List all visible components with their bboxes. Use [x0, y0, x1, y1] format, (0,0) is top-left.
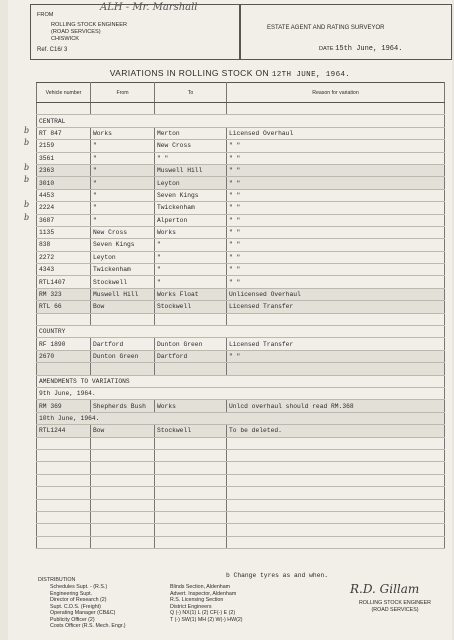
reason-cell: " ": [227, 189, 445, 201]
vehicle-cell: 3561: [37, 152, 91, 164]
from-cell: [91, 363, 155, 375]
vehicle-cell: [37, 511, 91, 523]
variation-document: [8, 0, 452, 640]
distribution-column-1: [50, 584, 126, 630]
vehicle-cell: [37, 462, 91, 474]
distribution-item: Director of Research (2): [50, 597, 107, 603]
vehicle-cell: 10th June, 1964.: [37, 412, 445, 424]
vehicle-cell: [37, 437, 91, 449]
to-cell: " ": [155, 152, 227, 164]
vehicle-cell: 2224: [37, 202, 91, 214]
from-cell: [91, 499, 155, 511]
to-cell: ": [155, 276, 227, 288]
reason-cell: " ": [227, 140, 445, 152]
vehicle-cell: RF 1890: [37, 338, 91, 350]
table-row: [37, 387, 445, 399]
reason-cell: [227, 511, 445, 523]
from-org-line-2: (ROAD SERVICES): [51, 29, 101, 35]
table-row: [37, 103, 445, 115]
margin-mark: b: [24, 163, 30, 172]
date-block: [319, 45, 402, 53]
table-row: [37, 239, 445, 251]
vehicle-cell: RM 369: [37, 400, 91, 412]
table-row: [37, 400, 445, 412]
table-row: [37, 487, 445, 499]
table-row: [37, 326, 445, 338]
margin-mark: b: [24, 212, 30, 222]
table-row: [37, 375, 445, 387]
from-cell: ": [91, 177, 155, 189]
reason-cell: [227, 536, 445, 548]
table-row: [37, 214, 445, 226]
to-cell: Twickenham: [155, 202, 227, 214]
vehicle-cell: 2159: [37, 140, 91, 152]
document-title: [8, 68, 452, 79]
vehicle-cell: [37, 103, 91, 115]
vehicle-cell: RTL 66: [37, 301, 91, 313]
from-cell: ": [91, 189, 155, 201]
from-cell: Works: [91, 127, 155, 139]
vehicle-cell: 4453: [37, 189, 91, 201]
from-cell: [91, 449, 155, 461]
table-row: [37, 350, 445, 362]
margin-mark: b: [24, 175, 30, 185]
signature-title-line-2: (ROAD SERVICES): [371, 607, 419, 613]
from-cell: [91, 474, 155, 486]
from-cell: [91, 313, 155, 325]
distribution-label: DISTRIBUTION: [38, 577, 76, 583]
to-cell: [155, 474, 227, 486]
to-cell: [155, 499, 227, 511]
to-cell: Works Float: [155, 288, 227, 300]
table-row: [37, 363, 445, 375]
to-cell: ": [155, 239, 227, 251]
reason-cell: " ": [227, 350, 445, 362]
vehicle-cell: RM 323: [37, 288, 91, 300]
col-reason-header: Reason for variation: [227, 83, 445, 103]
from-cell: [91, 524, 155, 536]
reason-cell: Licensed Transfer: [227, 338, 445, 350]
vehicle-cell: COUNTRY: [37, 326, 445, 338]
margin-mark: b: [24, 138, 30, 148]
to-cell: [155, 449, 227, 461]
to-cell: Alperton: [155, 214, 227, 226]
to-cell: Works: [155, 226, 227, 238]
to-cell: [155, 437, 227, 449]
vehicle-cell: RTL1244: [37, 425, 91, 437]
to-cell: Dartford: [155, 350, 227, 362]
to-cell: ": [155, 264, 227, 276]
to-cell: Leyton: [155, 177, 227, 189]
to-cell: Seven Kings: [155, 189, 227, 201]
from-cell: ": [91, 202, 155, 214]
distribution-item: Engineering Supt.: [50, 590, 93, 597]
reason-cell: " ": [227, 239, 445, 251]
reason-cell: " ": [227, 226, 445, 238]
ref-value: 3: [64, 47, 68, 53]
vehicle-cell: 838: [37, 239, 91, 251]
vehicle-cell: [37, 524, 91, 536]
to-cell: [155, 487, 227, 499]
from-cell: ": [91, 140, 155, 152]
distribution-item: Advert. Inspector, Aldenham: [170, 590, 237, 597]
to-cell: Dunton Green: [155, 338, 227, 350]
vehicle-cell: [37, 474, 91, 486]
reason-cell: [227, 474, 445, 486]
reason-cell: " ": [227, 177, 445, 189]
distribution-item: Blinds Section, Aldenham: [170, 584, 231, 590]
table-row: [37, 164, 445, 176]
ref-label: Ref. C16/: [37, 47, 63, 53]
table-row: [37, 226, 445, 238]
vehicle-cell: [37, 536, 91, 548]
to-cell: Stockwell: [155, 425, 227, 437]
reason-cell: " ": [227, 164, 445, 176]
vehicle-cell: [37, 487, 91, 499]
reason-cell: [227, 437, 445, 449]
to-cell: [155, 511, 227, 523]
margin-mark: b: [24, 200, 30, 210]
to-title: ESTATE AGENT AND RATING SURVEYOR: [267, 25, 385, 31]
vehicle-cell: AMENDMENTS TO VARIATIONS: [37, 375, 445, 387]
date-value: 15th June, 1964.: [335, 45, 403, 53]
reason-cell: [227, 363, 445, 375]
vehicle-cell: [37, 499, 91, 511]
distribution-item: R.S. Licensing Section: [170, 597, 224, 603]
reason-cell: Licensed Transfer: [227, 301, 445, 313]
reason-cell: " ": [227, 202, 445, 214]
footnote: b Change tyres as and when.: [226, 572, 329, 579]
table-row: [37, 202, 445, 214]
reason-cell: " ": [227, 214, 445, 226]
table-row: [37, 524, 445, 536]
table-row: [37, 437, 445, 449]
vehicle-cell: 1135: [37, 226, 91, 238]
distribution-item: Supt. C.D.S. (Freight): [50, 603, 101, 610]
vehicle-cell: 4343: [37, 264, 91, 276]
reason-cell: " ": [227, 152, 445, 164]
vehicle-cell: CENTRAL: [37, 115, 445, 127]
col-from-header: From: [91, 83, 155, 103]
to-cell: [155, 313, 227, 325]
from-cell: ": [91, 214, 155, 226]
reason-cell: [227, 462, 445, 474]
vehicle-cell: 2363: [37, 164, 91, 176]
distribution-item: Operating Manager (CB&C): [50, 610, 116, 616]
reason-cell: " ": [227, 251, 445, 263]
reason-cell: To be deleted.: [227, 425, 445, 437]
table-row: [37, 462, 445, 474]
title-date: 12TH JUNE, 1964.: [271, 71, 351, 79]
table-row: [37, 276, 445, 288]
table-row: [37, 338, 445, 350]
variations-table: [36, 82, 445, 549]
signature: R.D. Gillam: [350, 582, 420, 596]
to-cell: [155, 536, 227, 548]
table-header-row: [37, 83, 445, 103]
table-row: [37, 301, 445, 313]
from-cell: Bow: [91, 425, 155, 437]
reason-cell: [227, 524, 445, 536]
table-row: [37, 449, 445, 461]
from-cell: Seven Kings: [91, 239, 155, 251]
table-row: [37, 536, 445, 548]
reason-cell: [227, 449, 445, 461]
ref-block: [37, 47, 67, 53]
table-row: [37, 115, 445, 127]
vehicle-cell: [37, 449, 91, 461]
from-cell: [91, 462, 155, 474]
from-cell: [91, 103, 155, 115]
from-org-line-3: CHISWICK: [51, 36, 79, 42]
from-cell: Leyton: [91, 251, 155, 263]
to-cell: Muswell Hill: [155, 164, 227, 176]
title-prefix: VARIATIONS IN ROLLING STOCK ON: [109, 68, 270, 78]
vehicle-cell: RTL1407: [37, 276, 91, 288]
margin-mark: b: [24, 125, 30, 135]
table-row: [37, 288, 445, 300]
to-cell: Works: [155, 400, 227, 412]
reason-cell: [227, 499, 445, 511]
distribution-item: Publicity Officer (2): [50, 616, 95, 623]
vehicle-cell: RT 847: [37, 127, 91, 139]
reason-cell: [227, 487, 445, 499]
from-cell: [91, 487, 155, 499]
from-cell: ": [91, 152, 155, 164]
from-cell: New Cross: [91, 226, 155, 238]
table-row: [37, 511, 445, 523]
vehicle-cell: [37, 363, 91, 375]
table-row: [37, 152, 445, 164]
vehicle-cell: 9th June, 1964.: [37, 387, 445, 399]
distribution-item: Schedules Supt. - (R.S.): [50, 584, 108, 590]
reason-cell: [227, 313, 445, 325]
vehicle-cell: 2670: [37, 350, 91, 362]
reason-cell: Licensed Overhaul: [227, 127, 445, 139]
from-cell: Shepherds Bush: [91, 400, 155, 412]
to-box: [240, 4, 452, 60]
distribution-item: T (-) SW(1) MH (2) W(-) HW(2): [170, 616, 243, 623]
handwritten-addressee: ALH - Mr. Marshall: [100, 2, 198, 13]
col-vehicle-header: Vehicle number: [37, 83, 91, 103]
reason-cell: Unlicensed Overhaul: [227, 288, 445, 300]
vehicle-cell: 2272: [37, 251, 91, 263]
table-row: [37, 251, 445, 263]
table-row: [37, 177, 445, 189]
table-row: [37, 264, 445, 276]
to-cell: New Cross: [155, 140, 227, 152]
from-cell: Bow: [91, 301, 155, 313]
table-body: [37, 103, 445, 549]
table-row: [37, 189, 445, 201]
col-to-header: To: [155, 83, 227, 103]
to-cell: Stockwell: [155, 301, 227, 313]
to-cell: [155, 103, 227, 115]
table-row: [37, 412, 445, 424]
from-cell: [91, 536, 155, 548]
table-row: [37, 127, 445, 139]
distribution-item: Q (-) NX(1) L (2) CF(-) E (2): [170, 610, 236, 616]
from-cell: [91, 511, 155, 523]
from-cell: Stockwell: [91, 276, 155, 288]
table-row: [37, 425, 445, 437]
to-cell: [155, 363, 227, 375]
from-cell: Muswell Hill: [91, 288, 155, 300]
from-cell: Dartford: [91, 338, 155, 350]
table-row: [37, 313, 445, 325]
distribution-item: Costs Officer (R.S. Mech. Engr.): [50, 623, 126, 629]
distribution-column-2: [170, 584, 243, 623]
signature-title-line-1: ROLLING STOCK ENGINEER: [358, 600, 431, 606]
vehicle-cell: [37, 313, 91, 325]
reason-cell: " ": [227, 276, 445, 288]
reason-cell: [227, 103, 445, 115]
table-row: [37, 499, 445, 511]
from-label: FROM: [37, 12, 54, 18]
to-cell: [155, 524, 227, 536]
from-cell: Dunton Green: [91, 350, 155, 362]
reason-cell: Unlcd overhaul should read RM.368: [227, 400, 445, 412]
table-row: [37, 140, 445, 152]
vehicle-cell: 3010: [37, 177, 91, 189]
reason-cell: " ": [227, 264, 445, 276]
to-cell: [155, 462, 227, 474]
to-cell: ": [155, 251, 227, 263]
from-cell: ": [91, 164, 155, 176]
from-cell: Twickenham: [91, 264, 155, 276]
vehicle-cell: 3687: [37, 214, 91, 226]
from-org-line-1: ROLLING STOCK ENGINEER: [51, 22, 128, 28]
from-cell: [91, 437, 155, 449]
distribution-item: District Engineers: [170, 603, 212, 610]
table-row: [37, 474, 445, 486]
to-cell: Merton: [155, 127, 227, 139]
date-label: DATE: [319, 46, 334, 52]
